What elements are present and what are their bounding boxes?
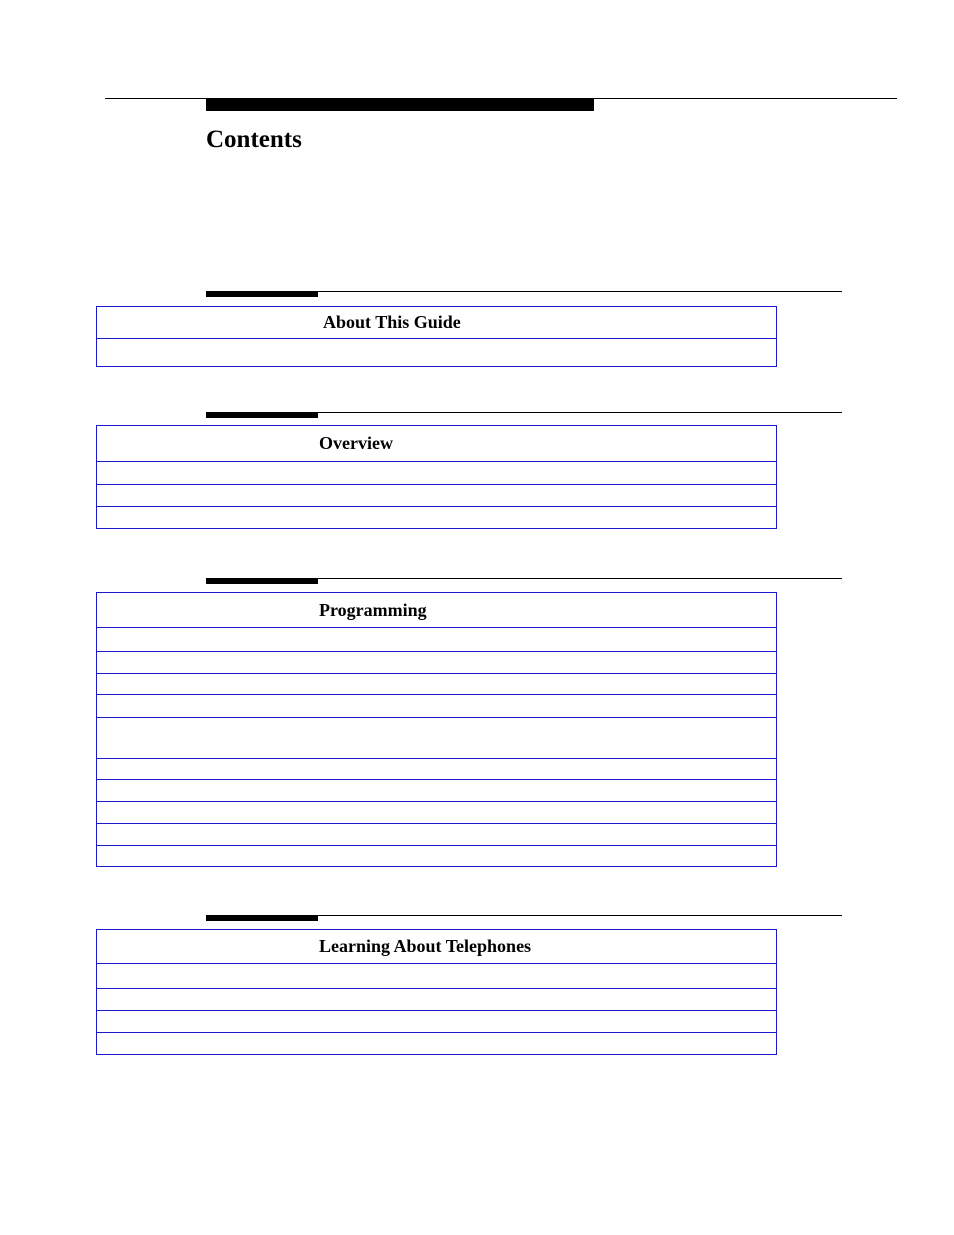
header-bar (206, 99, 594, 111)
toc-entry-row[interactable] (97, 462, 776, 485)
toc-entry-row[interactable] (97, 964, 776, 989)
toc-section-learning-about-telephones (96, 929, 777, 1055)
section-heading[interactable]: About This Guide (97, 307, 776, 339)
toc-entry-row[interactable] (97, 718, 776, 759)
toc-entry-row[interactable] (97, 674, 776, 695)
toc-section-about-this-guide (96, 306, 777, 367)
toc-entry-row[interactable] (97, 507, 776, 528)
page-title: Contents (206, 126, 302, 153)
toc-entry-row[interactable] (97, 628, 776, 652)
toc-entry-row[interactable] (97, 1011, 776, 1033)
toc-entry-row[interactable] (97, 780, 776, 802)
toc-entry-row[interactable] (97, 339, 776, 366)
section-heading[interactable]: Learning About Telephones (97, 930, 776, 964)
toc-entry-row[interactable] (97, 695, 776, 718)
toc-entry-row[interactable] (97, 989, 776, 1011)
toc-entry-row[interactable] (97, 652, 776, 674)
toc-entry-row[interactable] (97, 1033, 776, 1054)
toc-entry-row[interactable] (97, 824, 776, 846)
toc-entry-row[interactable] (97, 485, 776, 507)
section-heading[interactable]: Programming (97, 593, 776, 628)
toc-entry-row[interactable] (97, 802, 776, 824)
toc-section-overview (96, 425, 777, 529)
toc-section-programming (96, 592, 777, 867)
section-heading[interactable]: Overview (97, 426, 776, 462)
section-bar (206, 413, 318, 418)
section-bar (206, 579, 318, 584)
toc-entry-row[interactable] (97, 846, 776, 866)
toc-entry-row[interactable] (97, 759, 776, 780)
section-bar (206, 916, 318, 921)
section-bar (206, 292, 318, 297)
